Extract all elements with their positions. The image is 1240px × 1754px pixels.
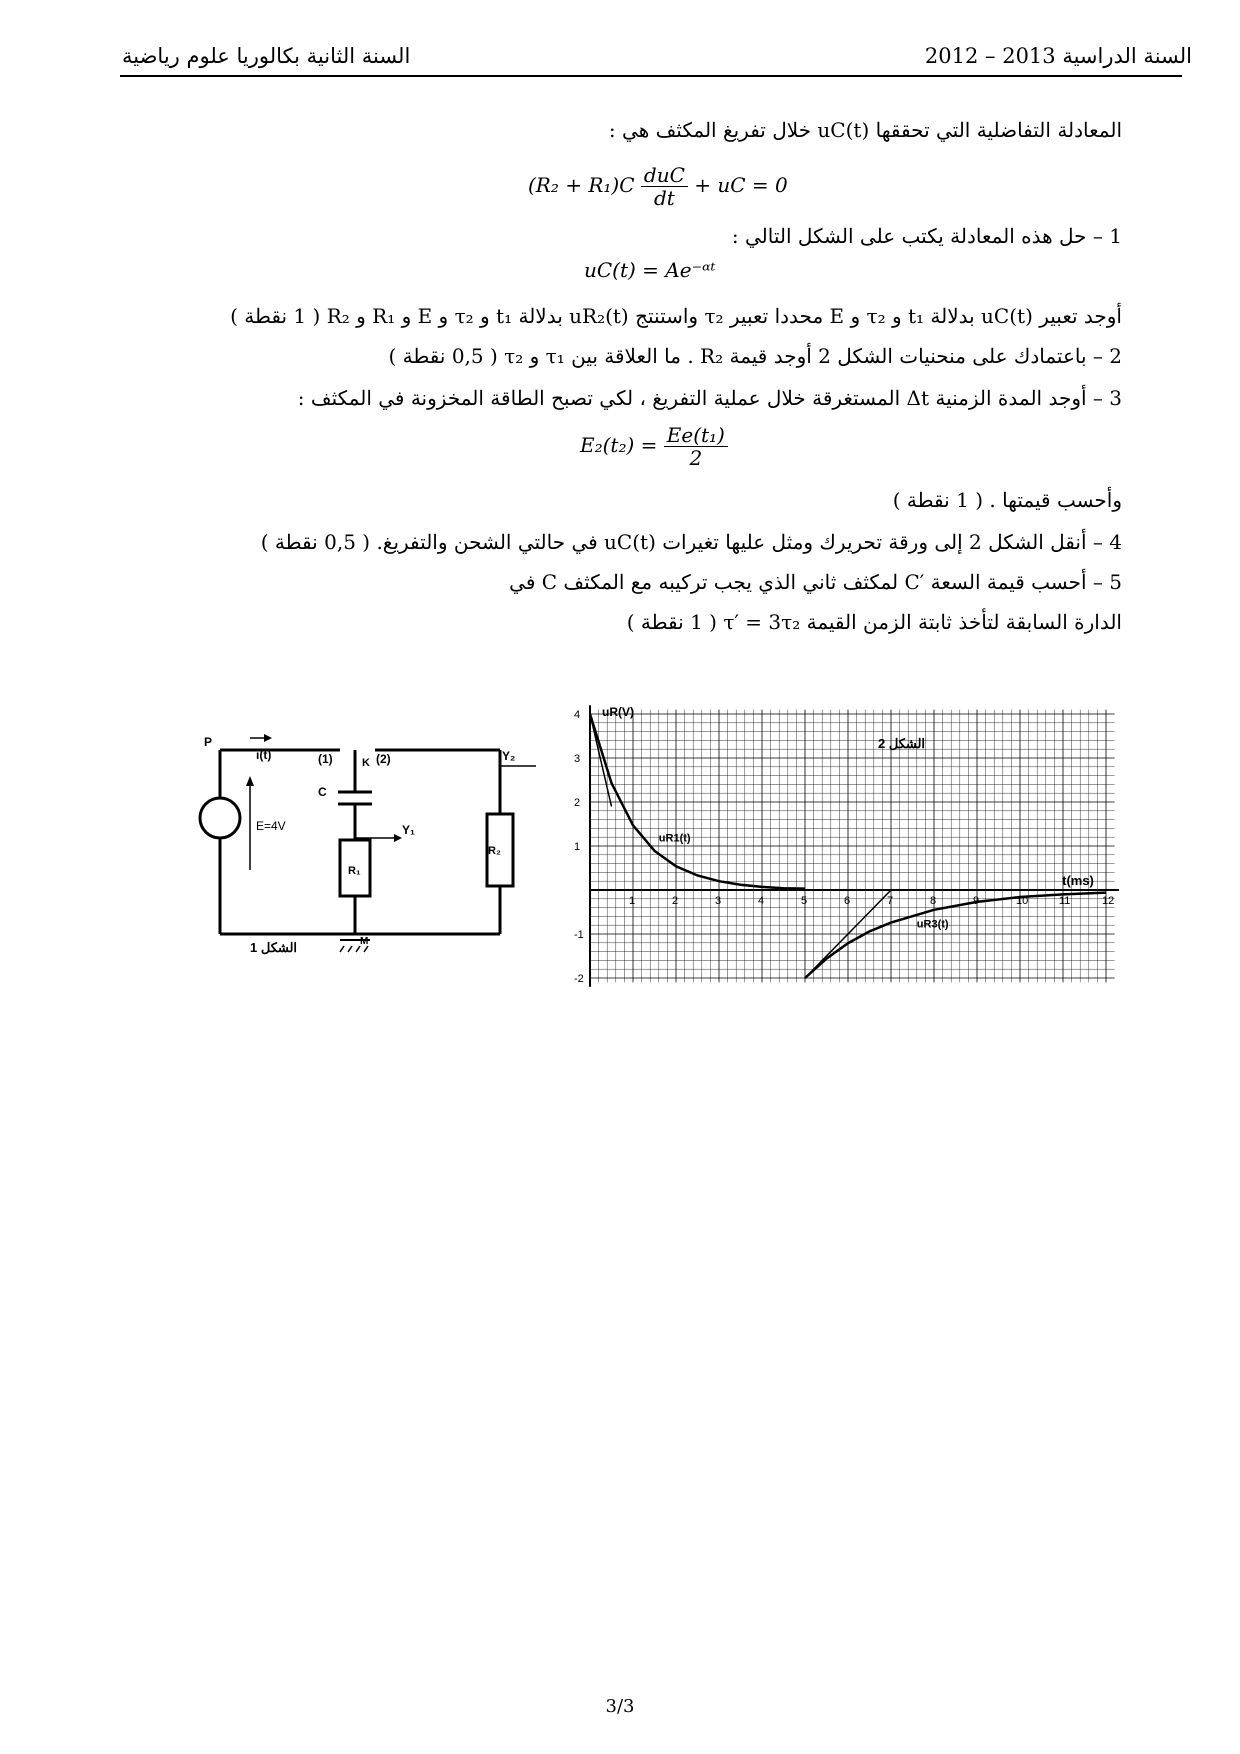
x-tick-label: 4 — [758, 895, 765, 907]
class-level: السنة الثانية بكالوريا علوم رياضية — [122, 44, 411, 68]
eq1-fraction — [641, 164, 688, 209]
school-year: السنة الدراسية 2013 – 2012 — [924, 44, 1192, 68]
eq3-fraction — [664, 424, 728, 469]
tangent-line-1 — [590, 714, 612, 806]
x-tick-label: 12 — [1102, 895, 1115, 907]
eq3-den: 2 — [689, 446, 703, 470]
chart-figure-2 — [560, 690, 1115, 990]
eq1-left: (R₂ + R₁)C — [528, 173, 635, 197]
chart-title: الشكل 2 — [878, 736, 926, 751]
y-tick-label: 4 — [574, 709, 581, 721]
y-tick-label: -2 — [574, 973, 584, 985]
eq3-left: E₂(t₂) = — [580, 433, 658, 457]
x-tick-label: 2 — [672, 895, 679, 907]
label-y1: Y₁ — [402, 823, 415, 837]
eq1-right: + uC = 0 — [694, 173, 788, 197]
label-switch-k: K — [362, 757, 370, 769]
x-tick-label: 1 — [629, 895, 636, 907]
x-tick-label: 7 — [887, 895, 894, 907]
label-m: M — [360, 936, 369, 947]
label-r1: R₁ — [348, 865, 361, 877]
eq1-den: dt — [653, 186, 675, 210]
y-tick-label: -1 — [574, 929, 584, 941]
differential-equation — [528, 164, 788, 209]
label-y2: Y₂ — [502, 749, 516, 763]
circuit-diagram — [190, 730, 520, 970]
x-tick-label: 11 — [1059, 895, 1071, 907]
x-tick-label: 3 — [715, 895, 722, 907]
header-rule — [120, 75, 1182, 77]
generator-symbol — [200, 798, 240, 838]
question-5-end: الدارة السابقة لتأخذ ثابتة الزمن القيمة τ′ = 3τ₂ ( 1 نقطة ) — [626, 610, 1122, 634]
question-3: 3 – أوجد المدة الزمنية Δt المستغرقة خلال عملية التفريغ ، لكي تصبح الطاقة المخزونة في المكثف : — [297, 386, 1122, 410]
x-tick-label: 8 — [930, 895, 937, 907]
x-tick-label: 6 — [844, 895, 851, 907]
x-tick-label: 10 — [1016, 895, 1029, 907]
question-1-detail: أوجد تعبير uC(t) بدلالة t₁ و τ₂ و E محددا تعبير τ₂ واستنتج uR₂(t) بدلالة t₁ و τ₂ و E و R₁ و R₂ ( 1 نقطة ) — [230, 304, 1122, 328]
y-tick-label: 2 — [574, 797, 581, 809]
label-r2: R₂ — [488, 845, 501, 857]
eq3-num: Ee(t₁) — [664, 424, 728, 447]
label-position-1: (1) — [318, 752, 333, 766]
question-4: 4 – أنقل الشكل 2 إلى ورقة تحريرك ومثل عليها تغيرات uC(t) في حالتي الشحن والتفريغ. ( 0,5 نقطة ) — [260, 530, 1122, 554]
chart-y-label: uR(V) — [602, 705, 634, 719]
chart-ticks — [574, 709, 1114, 985]
chart-x-label: t(ms) — [1062, 873, 1094, 888]
energy-equation — [580, 424, 728, 469]
page-number: 3/3 — [605, 1696, 635, 1717]
question-2: 2 – باعتمادك على منحنيات الشكل 2 أوجد قيمة R₂ . ما العلاقة بين τ₁ و τ₂ ( 0,5 نقطة ) — [388, 344, 1122, 368]
label-position-2: (2) — [376, 752, 391, 766]
series-label-1: uR1(t) — [658, 832, 691, 845]
question-1: 1 – حل هذه المعادلة يكتب على الشكل التالي : — [731, 224, 1122, 248]
eq1-num: duC — [641, 164, 688, 187]
question-5: 5 – أحسب قيمة السعة ′C لمكثف ثاني الذي يجب تركيبه مع المكثف C في — [509, 570, 1122, 594]
label-p: P — [204, 735, 213, 749]
label-capacitor: C — [318, 785, 327, 799]
solution-equation: uC(t) = Ae⁻ᵅᵗ — [584, 258, 716, 282]
x-tick-label: 9 — [973, 895, 980, 907]
x-tick-label: 5 — [801, 895, 808, 907]
figure-1-caption: الشكل 1 — [250, 940, 298, 955]
question-3-end: وأحسب قيمتها . ( 1 نقطة ) — [892, 488, 1122, 512]
label-emf: E=4V — [256, 819, 286, 833]
label-current: i(t) — [256, 748, 272, 762]
intro-text: المعادلة التفاضلية التي تحققها uC(t) خلال تفريغ المكثف هي : — [608, 118, 1122, 142]
series-label-2: uR3(t) — [916, 918, 949, 931]
y-tick-label: 1 — [574, 841, 581, 853]
y-tick-label: 3 — [574, 753, 581, 765]
